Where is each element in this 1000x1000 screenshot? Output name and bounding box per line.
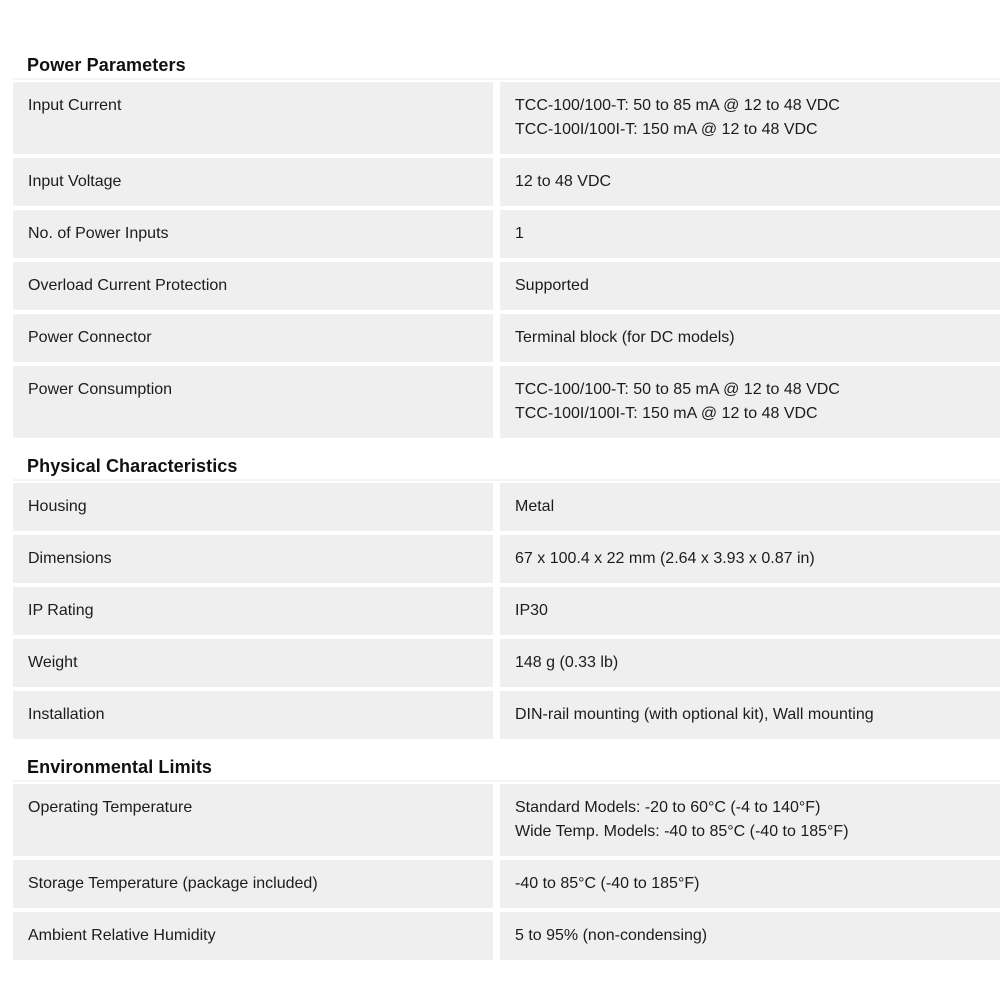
spec-row	[13, 535, 1000, 583]
spec-row	[13, 210, 1000, 258]
spec-value	[500, 639, 1000, 687]
spec-value	[500, 483, 1000, 531]
spec-row	[13, 639, 1000, 687]
spec-value-line: Wide Temp. Models: -40 to 85°C (-40 to 185°F)	[515, 823, 849, 840]
spec-value-line: DIN-rail mounting (with optional kit), Wall mounting	[515, 706, 874, 723]
spec-value	[500, 210, 1000, 258]
spec-value	[500, 158, 1000, 206]
spec-value	[500, 535, 1000, 583]
spec-value	[500, 82, 1000, 154]
spec-row	[13, 691, 1000, 739]
spec-label: Input Voltage	[13, 158, 493, 206]
spec-label: Power Consumption	[13, 366, 493, 438]
spec-label: Weight	[13, 639, 493, 687]
spec-value-line: TCC-100I/100I-T: 150 mA @ 12 to 48 VDC	[515, 121, 818, 138]
spec-label: Dimensions	[13, 535, 493, 583]
section-rows	[13, 784, 1000, 960]
spec-value-line: 12 to 48 VDC	[515, 173, 612, 190]
spec-value-line: 1	[515, 225, 524, 242]
spec-row	[13, 158, 1000, 206]
spec-label: Operating Temperature	[13, 784, 493, 856]
spec-value	[500, 860, 1000, 908]
spec-label: Ambient Relative Humidity	[13, 912, 493, 960]
spec-label: Installation	[13, 691, 493, 739]
spec-label: Power Connector	[13, 314, 493, 362]
spec-value	[500, 691, 1000, 739]
section-rows	[13, 483, 1000, 739]
spec-row	[13, 314, 1000, 362]
spec-row	[13, 860, 1000, 908]
spec-value-line: Terminal block (for DC models)	[515, 329, 735, 346]
spec-label: Input Current	[13, 82, 493, 154]
spec-value-line: 5 to 95% (non-condensing)	[515, 927, 708, 944]
section-title: Environmental Limits	[13, 757, 1000, 782]
section-title: Physical Characteristics	[13, 456, 1000, 481]
spec-row	[13, 587, 1000, 635]
spec-row	[13, 82, 1000, 154]
spec-value-line: Metal	[515, 498, 555, 515]
spec-value-line: Supported	[515, 277, 589, 294]
spec-value	[500, 262, 1000, 310]
spec-value	[500, 587, 1000, 635]
spec-row	[13, 262, 1000, 310]
spec-value-line: 148 g (0.33 lb)	[515, 654, 619, 671]
spec-row	[13, 366, 1000, 438]
section-title: Power Parameters	[13, 55, 1000, 80]
spec-value	[500, 784, 1000, 856]
spec-value	[500, 366, 1000, 438]
spec-value-line: TCC-100/100-T: 50 to 85 mA @ 12 to 48 VDC	[515, 97, 840, 114]
spec-row	[13, 912, 1000, 960]
spec-value-line: TCC-100I/100I-T: 150 mA @ 12 to 48 VDC	[515, 405, 818, 422]
spec-value-line: 67 x 100.4 x 22 mm (2.64 x 3.93 x 0.87 in)	[515, 550, 815, 567]
spec-value-line: IP30	[515, 602, 548, 619]
spec-label: No. of Power Inputs	[13, 210, 493, 258]
spec-section	[13, 55, 1000, 438]
spec-label: Storage Temperature (package included)	[13, 860, 493, 908]
spec-value-line: TCC-100/100-T: 50 to 85 mA @ 12 to 48 VDC	[515, 381, 840, 398]
spec-row	[13, 483, 1000, 531]
spec-value-line: -40 to 85°C (-40 to 185°F)	[515, 875, 700, 892]
spec-value-line: Standard Models: -20 to 60°C (-4 to 140°F)	[515, 799, 821, 816]
spec-row	[13, 784, 1000, 856]
spec-label: IP Rating	[13, 587, 493, 635]
spec-label: Overload Current Protection	[13, 262, 493, 310]
spec-value	[500, 912, 1000, 960]
section-rows	[13, 82, 1000, 438]
spec-label: Housing	[13, 483, 493, 531]
spec-section	[13, 757, 1000, 960]
spec-value	[500, 314, 1000, 362]
spec-section	[13, 456, 1000, 739]
